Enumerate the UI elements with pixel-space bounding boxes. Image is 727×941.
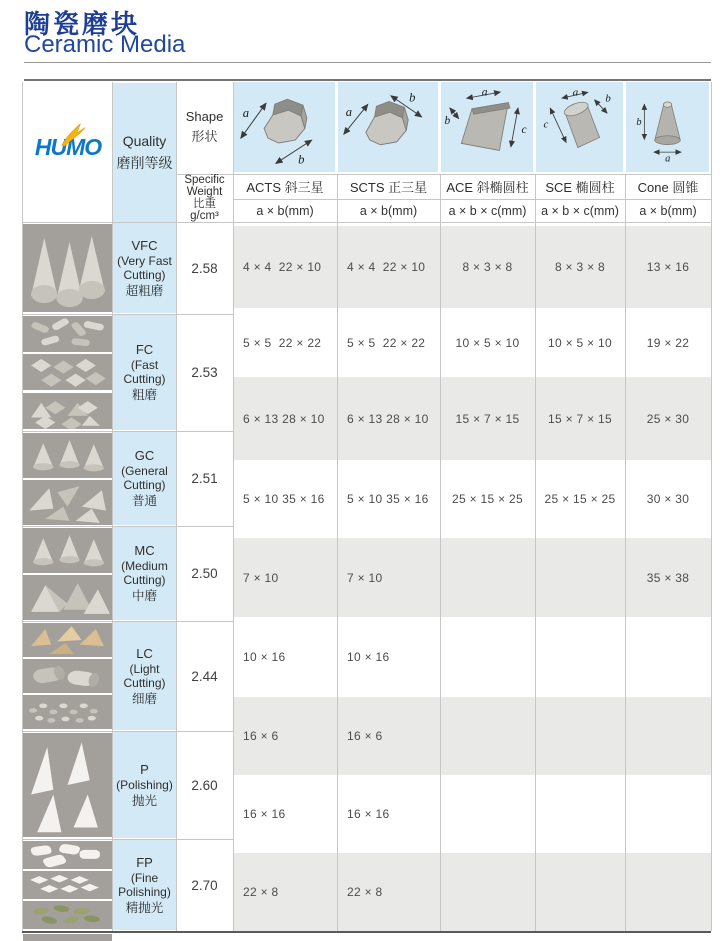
media-photo-mixed: [23, 393, 112, 429]
size-cell: 7 × 10: [243, 570, 279, 585]
size-cell: 8 × 3 × 8: [462, 260, 513, 274]
media-photo-cell: [23, 623, 112, 729]
svg-text:a: a: [572, 86, 579, 99]
specific-weight-value: 2.60: [177, 732, 232, 838]
media-photo-cell: [23, 433, 112, 524]
quality-column-header: [113, 83, 176, 222]
size-cell: 4 × 4 22 × 10: [243, 260, 322, 274]
quality-code: VFC: [131, 237, 158, 253]
weight-header-zh: 比重: [193, 198, 216, 210]
table-border-line: [535, 174, 536, 931]
size-cell: 6 × 13 28 × 10: [243, 411, 325, 426]
quality-name-en: (Fine Polishing): [118, 870, 171, 899]
media-photo-cones-big: [23, 224, 112, 312]
size-cell: 5 × 10 35 × 16: [347, 492, 429, 506]
media-photo-cell: [23, 733, 112, 837]
quality-name-en: (Fast Cutting): [123, 358, 166, 386]
quality-code: P: [140, 761, 149, 777]
quality-code: LC: [136, 645, 153, 661]
media-photo-triangles: [23, 575, 112, 620]
scts-shape-diagram: [338, 82, 438, 172]
svg-text:a: a: [242, 105, 250, 120]
size-cell: [625, 775, 711, 853]
size-cell: 8 × 3 × 8: [554, 260, 606, 274]
media-photo-tan-wedges: [23, 623, 112, 657]
size-cell: 16 × 6: [243, 729, 279, 743]
page-title-zh: 陶瓷磨块: [24, 9, 141, 39]
size-band: [233, 308, 711, 377]
specific-weight-value: 2.53: [177, 315, 232, 430]
column-dims: a × b(mm): [256, 203, 314, 218]
media-photo-cubes: [23, 354, 112, 390]
size-band: [233, 697, 711, 775]
column-name: SCTS 正三星: [349, 180, 428, 195]
media-photo-pins: [23, 316, 112, 352]
size-band: [233, 377, 711, 460]
size-band: [233, 538, 711, 617]
size-band: [233, 853, 711, 931]
size-cell: 25 × 15 × 25: [544, 492, 616, 506]
quality-cell: [113, 732, 176, 838]
size-cell: [535, 538, 625, 617]
quality-name-zh: 超粗磨: [125, 283, 164, 298]
specific-weight-header: [177, 175, 232, 221]
size-cell: 5 × 5 22 × 22: [243, 335, 322, 350]
quality-cell: [113, 315, 176, 430]
table-border-line: [337, 174, 338, 931]
size-cell: [440, 697, 535, 775]
size-cell: [535, 697, 625, 775]
svg-text:a: a: [481, 86, 488, 99]
media-photo-green-pebbles: [23, 901, 112, 929]
svg-text:a: a: [665, 153, 671, 165]
media-photo-wedges: [23, 480, 112, 525]
quality-code: MC: [134, 543, 155, 558]
quality-header-zh: 磨削等级: [116, 154, 173, 171]
size-cell: 10 × 16: [243, 650, 286, 664]
quality-name-zh: 中磨: [131, 589, 157, 603]
media-photo-white-pillows: [23, 841, 112, 869]
column-dims: a × b(mm): [359, 203, 418, 218]
size-cell: [440, 538, 535, 617]
size-band: [233, 460, 711, 538]
size-cell: 16 × 6: [347, 729, 383, 743]
size-cell: 7 × 10: [347, 570, 383, 585]
specific-weight-value: 2.44: [177, 622, 232, 730]
size-cell: 16 × 16: [347, 807, 390, 821]
specific-weight-value: 2.50: [177, 527, 232, 620]
size-cell: 15 × 7 × 15: [455, 411, 520, 426]
size-cell: 4 × 4 22 × 10: [347, 260, 426, 274]
svg-text:b: b: [298, 152, 305, 167]
size-cell: 35 × 38: [646, 570, 690, 585]
quality-cell: [113, 840, 176, 930]
table-border-line: [22, 931, 711, 933]
column-dims: a × b(mm): [639, 203, 697, 218]
media-photo-cones: [23, 528, 112, 573]
weight-header-unit: g/cm³: [190, 210, 219, 222]
size-cell: 22 × 8: [347, 885, 383, 899]
size-band: [233, 226, 711, 308]
size-cell: 30 × 30: [646, 492, 690, 506]
size-cell: 5 × 10 35 × 16: [243, 492, 325, 506]
size-band: [233, 775, 711, 853]
size-cell: 15 × 7 × 15: [547, 411, 613, 426]
quality-header-en: Quality: [122, 132, 167, 149]
size-cell: [440, 775, 535, 853]
table-border-line: [625, 174, 626, 931]
column-name: ACE 斜椭圆柱: [446, 180, 529, 195]
humo-logo: [26, 134, 110, 168]
size-cell: [535, 775, 625, 853]
quality-name-zh: 抛光: [131, 793, 157, 808]
svg-text:c: c: [543, 118, 549, 131]
svg-text:b: b: [605, 92, 611, 105]
page-title-en: Ceramic Media: [24, 31, 186, 58]
svg-text:a: a: [345, 104, 352, 119]
shape-column-header: [177, 83, 232, 171]
size-cell: 16 × 16: [243, 807, 286, 821]
quality-name-en: (General Cutting): [121, 464, 168, 492]
ace-shape-diagram: [441, 82, 533, 172]
quality-name-zh: 普通: [131, 494, 157, 508]
logo-text: HUMO: [34, 134, 102, 160]
logo-flame-icon: [59, 121, 87, 147]
specific-weight-value: 2.51: [177, 432, 232, 525]
quality-code: FP: [136, 854, 153, 870]
column-dims: a × b × c(mm): [541, 203, 619, 218]
size-cell: 25 × 30: [646, 411, 690, 426]
quality-code: FC: [135, 342, 154, 357]
acts-shape-diagram: [234, 82, 335, 172]
size-cell: 5 × 5 22 × 22: [347, 335, 426, 350]
size-cell: [535, 853, 625, 931]
cut-off-photo: [23, 934, 112, 941]
quality-name-zh: 精抛光: [125, 900, 164, 915]
size-cell: 10 × 5 × 10: [547, 335, 613, 350]
weight-header-en1: Specific: [184, 174, 225, 186]
svg-text:b: b: [636, 117, 642, 129]
sce-shape-diagram: [536, 82, 623, 172]
size-cell: 13 × 16: [646, 260, 690, 274]
size-cell: [535, 617, 625, 697]
shape-header-zh: 形状: [191, 129, 218, 144]
size-cell: [625, 853, 711, 931]
quality-cell: [113, 622, 176, 730]
specific-weight-value: 2.70: [177, 840, 232, 930]
size-cell: [440, 617, 535, 697]
quality-cell: [113, 432, 176, 525]
quality-name-en: (Very Fast Cutting): [117, 253, 172, 282]
size-cell: [440, 853, 535, 931]
size-cell: 25 × 15 × 25: [452, 492, 523, 506]
media-photo-cell: [23, 316, 112, 429]
media-photo-cell: [23, 528, 112, 619]
size-band: [233, 617, 711, 697]
media-photo-cylinders: [23, 659, 112, 693]
quality-code: GC: [134, 448, 155, 463]
specific-weight-value: 2.58: [177, 223, 232, 313]
size-cell: [625, 697, 711, 775]
size-cell: 10 × 5 × 10: [455, 335, 520, 350]
media-photo-granules: [23, 695, 112, 729]
table-border-line: [24, 62, 711, 63]
svg-text:b: b: [409, 90, 416, 105]
table-border-line: [440, 174, 441, 931]
size-cell: 6 × 13 28 × 10: [347, 411, 429, 426]
size-cell: 22 × 8: [243, 885, 279, 899]
column-name: ACTS 斜三星: [246, 180, 324, 195]
svg-text:b: b: [444, 114, 451, 127]
column-name: SCE 椭圆柱: [545, 180, 615, 195]
media-photo-cell: [23, 841, 112, 929]
table-border-line: [711, 82, 712, 931]
column-dims: a × b × c(mm): [448, 203, 527, 218]
cone-shape-diagram: [626, 82, 709, 172]
table-border-line: [24, 79, 711, 81]
media-photo-cell: [23, 224, 112, 312]
shape-header-en: Shape: [185, 109, 224, 124]
column-name: Cone 圆锥: [637, 180, 699, 195]
quality-cell: [113, 223, 176, 313]
quality-name-en: (Medium Cutting): [121, 559, 168, 587]
quality-name-en: (Light Cutting): [123, 661, 166, 690]
weight-header-en2: Weight: [186, 186, 223, 198]
media-photo-white-triangles: [23, 733, 112, 837]
svg-text:c: c: [521, 123, 527, 136]
media-photo-white-cubes: [23, 871, 112, 899]
size-cell: [625, 617, 711, 697]
quality-cell: [113, 527, 176, 620]
quality-name-zh: 粗磨: [131, 388, 157, 402]
quality-name-en: (Polishing): [116, 777, 173, 792]
media-photo-cones: [23, 433, 112, 478]
quality-name-zh: 细磨: [131, 691, 157, 706]
size-cell: 19 × 22: [646, 335, 690, 350]
size-cell: 10 × 16: [347, 650, 390, 664]
